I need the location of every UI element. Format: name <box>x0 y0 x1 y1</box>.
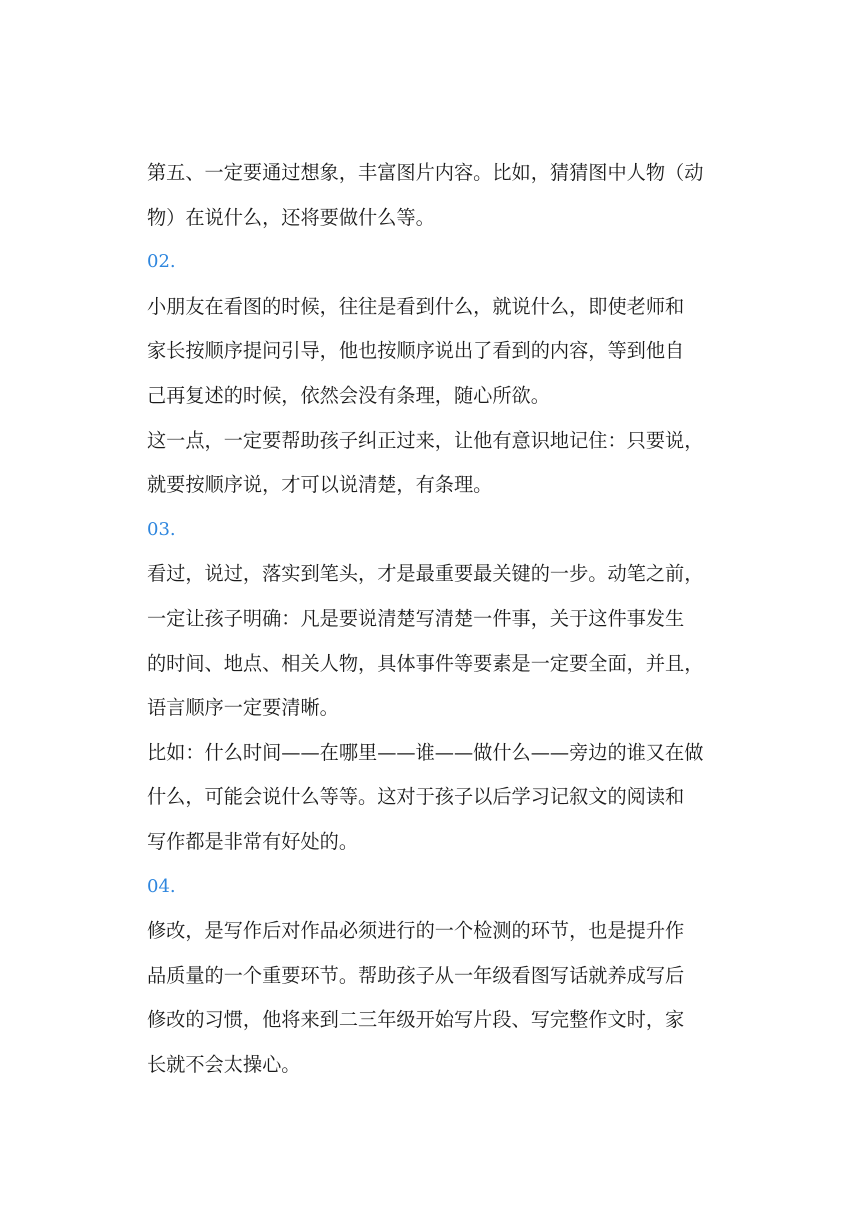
paragraph-revision <box>147 909 719 1087</box>
paragraph-line: 己再复述的时候，依然会没有条理，随心所欲。 <box>147 383 550 407</box>
paragraph-line: 就要按顺序说，才可以说清楚，有条理。 <box>147 473 493 497</box>
paragraph-line: 家长按顺序提问引导，他也按顺序说出了看到的内容，等到他自 <box>147 339 685 363</box>
paragraph-line: 这一点，一定要帮助孩子纠正过来，让他有意识地记住：只要说， <box>147 428 704 452</box>
paragraph-line: 比如：什么时间——在哪里——谁——做什么——旁边的谁又在做 <box>147 740 704 764</box>
paragraph-line: 什么，可能会说什么等等。这对于孩子以后学习记叙文的阅读和 <box>147 785 685 809</box>
paragraph-line: 一定让孩子明确：凡是要说清楚写清楚一件事，关于这件事发生 <box>147 606 685 630</box>
paragraph-writing <box>147 552 719 730</box>
paragraph-example <box>147 731 719 865</box>
paragraph-line: 写作都是非常有好处的。 <box>147 829 359 853</box>
paragraph-correction <box>147 419 719 508</box>
paragraph-observation <box>147 285 719 419</box>
paragraph-line: 修改，是写作后对作品必须进行的一个检测的环节，也是提升作 <box>147 919 685 943</box>
paragraph-line: 小朋友在看图的时候，往往是看到什么，就说什么，即使老师和 <box>147 294 685 318</box>
paragraph-5 <box>147 151 719 240</box>
paragraph-line: 修改的习惯，他将来到二三年级开始写片段、写完整作文时，家 <box>147 1008 685 1032</box>
article-body <box>147 151 719 1087</box>
paragraph-line: 语言顺序一定要清晰。 <box>147 696 339 720</box>
paragraph-line: 看过，说过，落实到笔头，才是最重要最关键的一步。动笔之前， <box>147 562 704 586</box>
section-number-02: 02. <box>147 251 176 273</box>
paragraph-line: 第五、一定要通过想象，丰富图片内容。比如，猜猜图中人物（动 <box>147 161 704 184</box>
section-number-03: 03. <box>147 518 176 540</box>
section-number-04: 04. <box>147 875 176 897</box>
paragraph-line: 品质量的一个重要环节。帮助孩子从一年级看图写话就养成写后 <box>147 963 685 987</box>
paragraph-line: 的时间、地点、相关人物，具体事件等要素是一定要全面，并且， <box>147 651 704 675</box>
paragraph-line: 长就不会太操心。 <box>147 1052 301 1076</box>
paragraph-line: 物）在说什么，还将要做什么等。 <box>147 205 435 229</box>
